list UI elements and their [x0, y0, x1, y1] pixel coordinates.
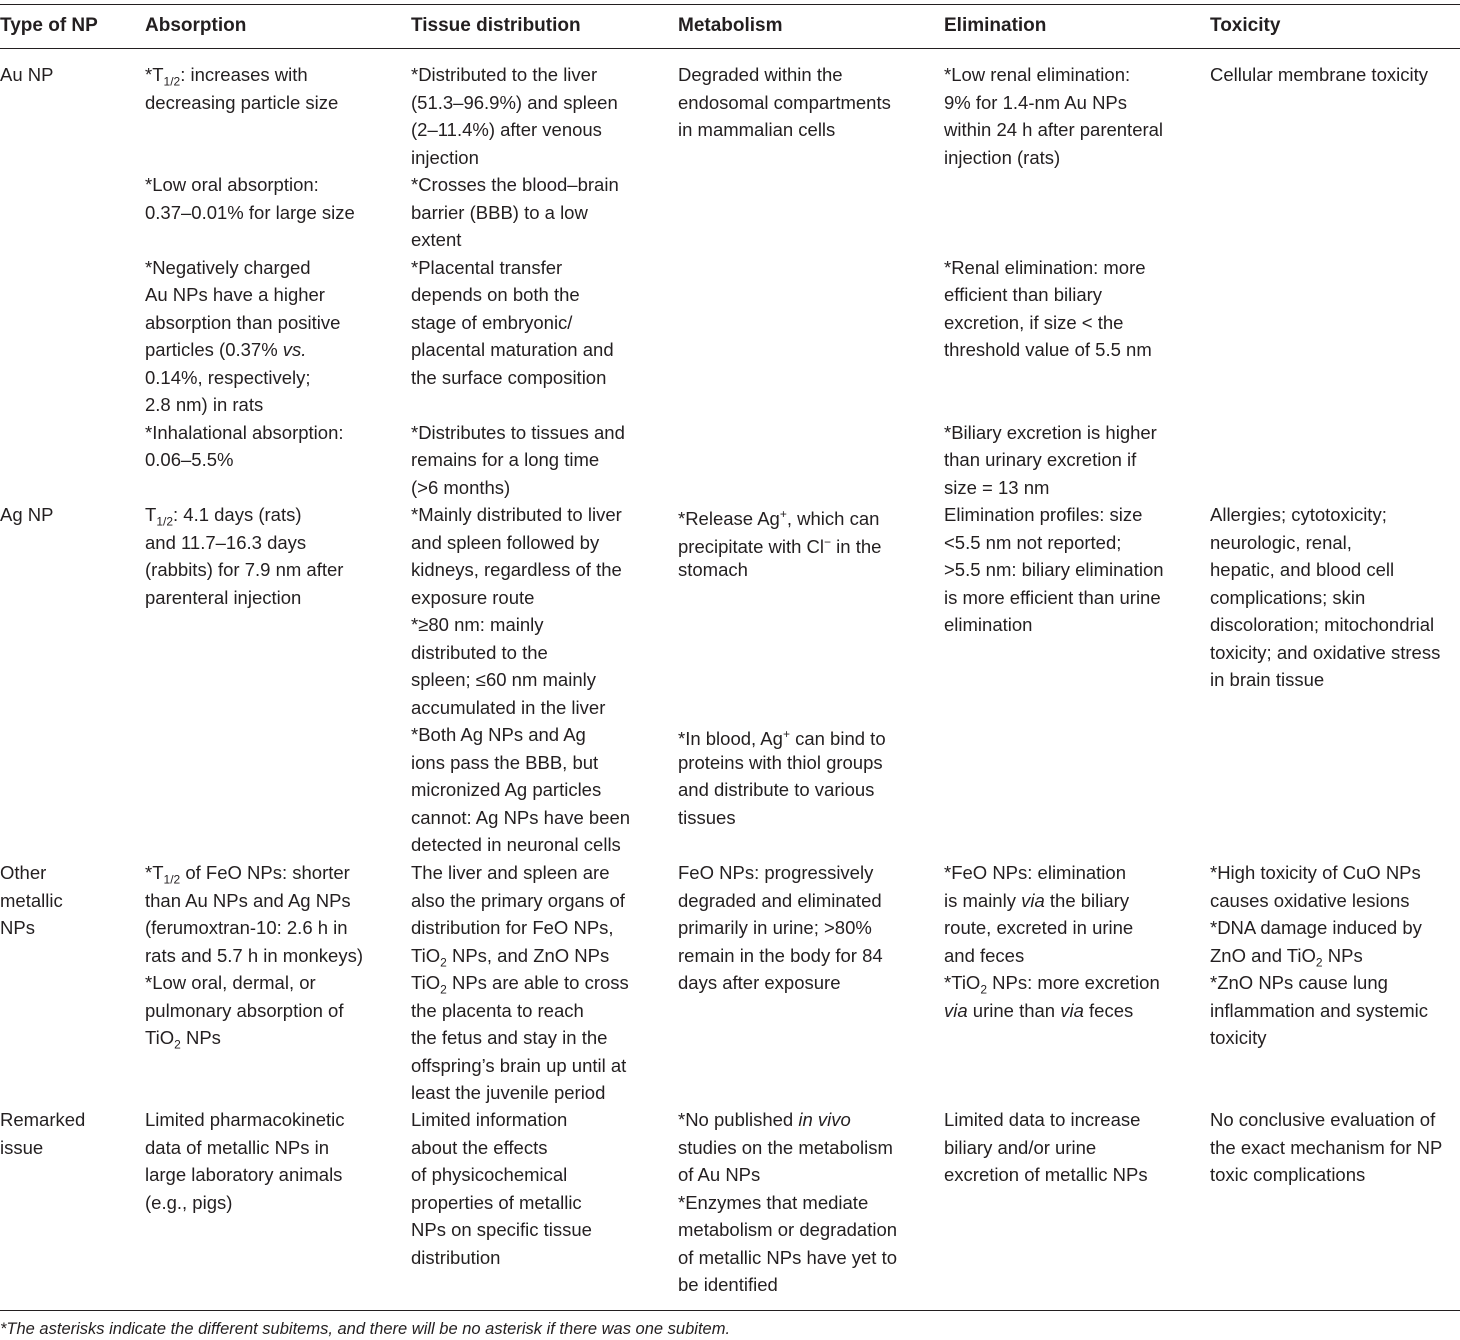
- cell-metabolism: [678, 859, 883, 997]
- cell-line: *Negatively charged: [145, 256, 311, 278]
- cell-line: the surface composition: [411, 366, 607, 388]
- cell-tissue: [411, 501, 630, 859]
- cell-line: Remarked: [0, 1109, 86, 1130]
- cell-line: is more efficient than urine: [944, 586, 1161, 608]
- header-elimination: Elimination: [944, 15, 1047, 36]
- cell-line: also the primary organs of: [411, 889, 625, 911]
- cell-line: large laboratory animals: [145, 1164, 343, 1185]
- cell-line: (e.g., pigs): [145, 1191, 233, 1213]
- cell-absorption: [145, 859, 363, 1052]
- cell-line: 2.8 nm) in rats: [145, 394, 264, 415]
- cell-line: threshold value of 5.5 nm: [944, 339, 1152, 360]
- cell-line: 0.14%, respectively;: [145, 366, 311, 388]
- cell-line: *ZnO NPs cause lung: [1210, 972, 1388, 993]
- cell-line: Other: [0, 862, 47, 883]
- cell-line: (51.3–96.9%) and spleen: [411, 91, 618, 113]
- cell-line: toxicity: [1210, 1027, 1267, 1048]
- cell-tissue: [411, 1106, 592, 1271]
- cell-toxicity: [1210, 859, 1428, 1052]
- cell-line: of Au NPs: [678, 1164, 761, 1185]
- cell-line: is mainly via the biliary: [944, 889, 1130, 911]
- cell-line: Degraded within the: [678, 64, 843, 85]
- cell-line: the placenta to reach: [411, 999, 584, 1021]
- cell-line: via urine than via feces: [944, 999, 1134, 1021]
- cell-line: metallic: [0, 889, 63, 911]
- cell-line: detected in neuronal cells: [411, 834, 621, 855]
- footnote: *The asterisks indicate the different subitems, and there will be no asterisk if there was one subitem.: [0, 1320, 731, 1338]
- cell-line: accumulated in the liver: [411, 696, 606, 718]
- cell-line: rats and 5.7 h in monkeys): [145, 944, 363, 966]
- cell-line: decreasing particle size: [145, 91, 339, 113]
- cell-line: properties of metallic: [411, 1191, 582, 1213]
- cell-line: NPs on specific tissue: [411, 1219, 592, 1240]
- cell-line: least the juvenile period: [411, 1082, 606, 1103]
- cell-line: endosomal compartments: [678, 91, 891, 113]
- cell-line: inflammation and systemic: [1210, 999, 1428, 1021]
- cell-line: neurologic, renal,: [1210, 531, 1352, 553]
- cell-toxicity: [1210, 501, 1440, 694]
- cell-line: route, excreted in urine: [944, 917, 1134, 938]
- cell-line: *In blood, Ag+ can bind to: [678, 727, 886, 750]
- header-toxicity: Toxicity: [1210, 15, 1281, 36]
- cell-line: toxic complications: [1210, 1164, 1366, 1185]
- cell-metabolism: [678, 61, 891, 144]
- cell-line: [944, 391, 1163, 419]
- cell-line: ions pass the BBB, but: [411, 751, 599, 773]
- cell-tissue: [411, 61, 625, 501]
- cell-line: stomach: [678, 559, 748, 580]
- cell-absorption: [145, 61, 355, 474]
- cell-line: *DNA damage induced by: [1210, 917, 1422, 938]
- cell-line: size = 13 nm: [944, 476, 1050, 498]
- cell-line: be identified: [678, 1274, 778, 1295]
- cell-line: *Crosses the blood–brain: [411, 174, 619, 195]
- cell-line: 0.06–5.5%: [145, 449, 234, 470]
- cell-line: *Low renal elimination:: [944, 64, 1131, 85]
- cell-line: TiO$_2$ NPs: [145, 1027, 221, 1052]
- cell-toxicity: [1210, 1106, 1442, 1189]
- cell-line: FeO NPs: progressively: [678, 862, 874, 883]
- cell-line: kidneys, regardless of the: [411, 559, 622, 580]
- cell-line: particles (0.37% vs.: [145, 339, 307, 360]
- cell-line: than Au NPs and Ag NPs: [145, 889, 351, 911]
- top-rule: [0, 4, 1460, 5]
- cell-line: $*T_{1/2}$ of FeO NPs: shorter: [145, 862, 350, 887]
- cell-line: exposure route: [411, 586, 535, 608]
- cell-line: the exact mechanism for NP: [1210, 1136, 1443, 1158]
- cell-toxicity: [1210, 61, 1428, 89]
- header-rule: [0, 48, 1460, 49]
- cell-line: toxicity; and oxidative stress: [1210, 641, 1441, 663]
- cell-line: spleen; ≤60 nm mainly: [411, 669, 596, 690]
- header-type: Type of NP: [0, 15, 98, 36]
- cell-line: in brain tissue: [1210, 669, 1325, 690]
- cell-line: [944, 226, 1163, 254]
- cell-line: *Enzymes that mediate: [678, 1191, 869, 1213]
- cell-line: No conclusive evaluation of: [1210, 1109, 1436, 1130]
- cell-line: [411, 391, 625, 419]
- cell-line: (rabbits) for 7.9 nm after: [145, 559, 344, 580]
- cell-line: distributed to the: [411, 641, 548, 663]
- cell-line: and feces: [944, 944, 1025, 966]
- cell-line: of metallic NPs have yet to: [678, 1246, 898, 1268]
- cell-type: [0, 1106, 85, 1161]
- cell-line: of physicochemical: [411, 1164, 568, 1185]
- cell-metabolism: [678, 1106, 897, 1299]
- cell-line: complications; skin: [1210, 586, 1366, 608]
- cell-line: TiO$_2$ NPs are able to cross: [411, 972, 629, 997]
- cell-line: distribution for FeO NPs,: [411, 917, 614, 938]
- cell-line: *No published in vivo: [678, 1109, 851, 1130]
- cell-absorption: [145, 501, 343, 611]
- cell-line: *Renal elimination: more: [944, 256, 1146, 278]
- cell-line: the fetus and stay in the: [411, 1027, 608, 1048]
- cell-line: absorption than positive: [145, 311, 341, 333]
- cell-line: [678, 666, 886, 694]
- cell-type: [0, 859, 63, 942]
- cell-line: <5.5 nm not reported;: [944, 531, 1122, 553]
- cell-elimination: [944, 61, 1163, 501]
- cell-line: pulmonary absorption of: [145, 999, 344, 1021]
- cell-line: (2–11.4%) after venous: [411, 119, 602, 140]
- cell-line: stage of embryonic/: [411, 311, 573, 333]
- cell-line: NPs: [0, 917, 35, 938]
- header-absorption: Absorption: [145, 15, 247, 36]
- cell-line: discoloration; mitochondrial: [1210, 614, 1435, 635]
- cell-line: tissues: [678, 806, 736, 828]
- cell-line: offspring’s brain up until at: [411, 1054, 627, 1076]
- cell-line: Limited data to increase: [944, 1109, 1141, 1130]
- cell-line: *TiO$_2$ NPs: more excretion: [944, 972, 1160, 997]
- cell-line: The liver and spleen are: [411, 862, 610, 883]
- cell-line: barrier (BBB) to a low: [411, 201, 588, 223]
- cell-line: 0.37–0.01% for large size: [145, 201, 355, 223]
- cell-line: Allergies; cytotoxicity;: [1210, 504, 1387, 525]
- cell-line: (>6 months): [411, 476, 511, 498]
- cell-line: in mammalian cells: [678, 119, 836, 140]
- cell-line: hepatic, and blood cell: [1210, 559, 1395, 580]
- cell-line: studies on the metabolism: [678, 1136, 893, 1158]
- cell-type: [0, 501, 53, 529]
- cell-tissue: [411, 859, 629, 1107]
- cell-line: depends on both the: [411, 284, 580, 305]
- cell-line: [145, 116, 355, 144]
- cell-line: proteins with thiol groups: [678, 751, 883, 773]
- header-metabolism: Metabolism: [678, 15, 783, 36]
- cell-line: Elimination profiles: size: [944, 504, 1143, 525]
- cell-line: [944, 364, 1163, 392]
- cell-line: *Inhalational absorption:: [145, 421, 344, 443]
- cell-line: primarily in urine; >80%: [678, 917, 872, 938]
- cell-line: ZnO and TiO$_2$ NPs: [1210, 944, 1363, 970]
- cell-line: data of metallic NPs in: [145, 1136, 330, 1158]
- cell-line: *Release Ag+, which can: [678, 507, 880, 530]
- cell-line: >5.5 nm: biliary elimination: [944, 559, 1164, 580]
- cell-line: and spleen followed by: [411, 531, 600, 553]
- cell-line: than urinary excretion if: [944, 449, 1137, 470]
- cell-line: and 11.7–16.3 days: [145, 531, 307, 553]
- cell-elimination: [944, 501, 1164, 639]
- cell-line: Limited information: [411, 1109, 568, 1130]
- cell-line: excretion, if size < the: [944, 311, 1124, 333]
- cell-line: *FeO NPs: elimination: [944, 862, 1126, 883]
- cell-line: $*T_{1/2}$: increases with: [145, 64, 308, 89]
- cell-line: *Biliary excretion is higher: [944, 421, 1157, 443]
- cell-line: *≥80 nm: mainly: [411, 614, 544, 635]
- cell-line: degraded and eliminated: [678, 889, 882, 911]
- cell-line: *Mainly distributed to liver: [411, 504, 622, 525]
- bottom-rule: [0, 1310, 1460, 1311]
- cell-line: micronized Ag particles: [411, 779, 602, 800]
- cell-line: [944, 199, 1163, 227]
- cell-line: Ag NP: [0, 504, 54, 525]
- cell-line: biliary and/or urine: [944, 1136, 1097, 1158]
- cell-line: *Distributed to the liver: [411, 64, 598, 85]
- cell-line: causes oxidative lesions: [1210, 889, 1410, 911]
- cell-line: metabolism or degradation: [678, 1219, 898, 1240]
- cell-line: injection: [411, 146, 479, 168]
- cell-line: injection (rats): [944, 146, 1061, 168]
- cell-line: parenteral injection: [145, 586, 302, 608]
- cell-line: distribution: [411, 1246, 501, 1268]
- cell-line: (ferumoxtran-10: 2.6 h in: [145, 917, 348, 938]
- cell-line: [944, 171, 1163, 199]
- cell-line: efficient than biliary: [944, 284, 1103, 305]
- cell-line: TiO$_2$ NPs, and ZnO NPs: [411, 944, 610, 970]
- cell-line: [678, 611, 886, 639]
- cell-line: *High toxicity of CuO NPs: [1210, 862, 1421, 883]
- cell-line: cannot: Ag NPs have been: [411, 806, 631, 828]
- cell-line: Au NPs have a higher: [145, 284, 325, 305]
- cell-line: [145, 226, 355, 254]
- cell-line: [678, 639, 886, 667]
- cell-line: within 24 h after parenteral: [944, 119, 1164, 140]
- cell-line: precipitate with Cl− in the: [678, 534, 882, 557]
- cell-line: *Both Ag NPs and Ag: [411, 724, 586, 745]
- cell-line: *Low oral absorption:: [145, 174, 319, 195]
- cell-line: Cellular membrane toxicity: [1210, 64, 1428, 85]
- cell-elimination: [944, 1106, 1148, 1189]
- cell-line: issue: [0, 1136, 44, 1158]
- cell-line: *Distributes to tissues and: [411, 421, 625, 443]
- cell-line: remains for a long time: [411, 449, 600, 470]
- cell-line: remain in the body for 84: [678, 944, 883, 966]
- cell-line: and distribute to various: [678, 779, 875, 800]
- cell-elimination: [944, 859, 1160, 1024]
- header-tissue-distribution: Tissue distribution: [411, 15, 581, 36]
- cell-type: [0, 61, 53, 89]
- cell-line: *Low oral, dermal, or: [145, 972, 316, 993]
- cell-line: about the effects: [411, 1136, 548, 1158]
- cell-line: days after exposure: [678, 972, 841, 993]
- cell-line: extent: [411, 229, 462, 250]
- cell-line: elimination: [944, 614, 1033, 635]
- cell-absorption: [145, 1106, 344, 1216]
- cell-line: Au NP: [0, 64, 54, 85]
- cell-line: Limited pharmacokinetic: [145, 1109, 345, 1130]
- cell-line: placental maturation and: [411, 339, 614, 360]
- cell-line: excretion of metallic NPs: [944, 1164, 1148, 1185]
- cell-line: [678, 584, 886, 612]
- cell-line: [678, 694, 886, 722]
- cell-line: [145, 144, 355, 172]
- cell-line: $T_{1/2}$: 4.1 days (rats): [145, 504, 302, 529]
- cell-metabolism: [678, 501, 886, 831]
- cell-line: 9% for 1.4-nm Au NPs: [944, 91, 1128, 113]
- cell-line: *Placental transfer: [411, 256, 563, 278]
